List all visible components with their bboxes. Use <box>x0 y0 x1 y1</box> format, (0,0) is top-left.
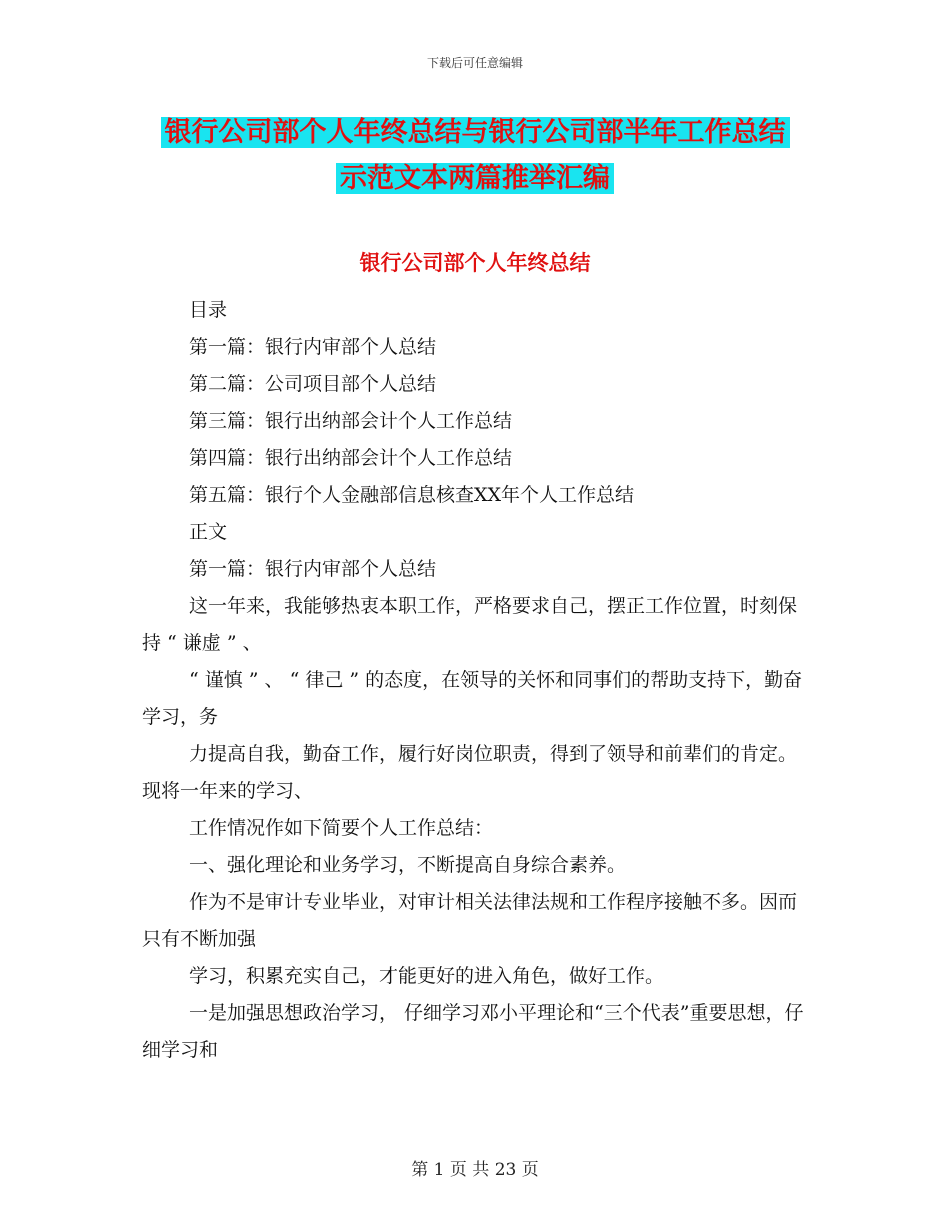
paragraph: 力提高自我，勤奋工作，履行好岗位职责，得到了领导和前辈们的肯定。现将一年来的学习、 <box>142 743 798 802</box>
paragraph: 学习，积累充实自己，才能更好的进入角色，做好工作。 <box>189 965 665 987</box>
body-heading: 正文 <box>189 521 228 543</box>
toc-item-2: 第二篇：公司项目部个人总结 <box>189 373 437 395</box>
toc-item-5: 第五篇：银行个人金融部信息核查XX年个人工作总结 <box>189 484 635 506</box>
title-line-2: 示范文本两篇推举汇编 <box>336 163 614 194</box>
paragraph: 这一年来，我能够热衷本职工作，严格要求自己，摆正工作位置，时刻保持 “ 谦虚 ” 、 <box>142 595 798 654</box>
subsection-heading: 一、强化理论和业务学习，不断提高自身综合素养。 <box>189 854 627 876</box>
paragraph: 一是加强思想政治学习， 仔细学习邓小平理论和“三个代表”重要思想，仔细学习和 <box>142 1002 804 1061</box>
header-note: 下载后可任意编辑 <box>426 56 523 70</box>
toc-item-4: 第四篇：银行出纳部会计个人工作总结 <box>189 447 513 469</box>
section-title: 银行公司部个人年终总结 <box>359 251 591 275</box>
chapter-heading: 第一篇：银行内审部个人总结 <box>189 558 437 580</box>
body-text <box>142 292 812 1069</box>
paragraph: 作为不是审计专业毕业，对审计相关法律法规和工作程序接触不多。因而只有不断加强 <box>142 891 798 950</box>
paragraph: “ 谨慎 ” 、 “ 律己 ” 的态度，在领导的关怀和同事们的帮助支持下，勤奋学习，务 <box>142 669 803 728</box>
toc-item-1: 第一篇：银行内审部个人总结 <box>189 336 437 358</box>
title-line-1: 银行公司部个人年终总结与银行公司部半年工作总结 <box>161 117 790 148</box>
page-number: 第 1 页 共 23 页 <box>411 1160 539 1180</box>
toc-heading: 目录 <box>189 299 228 321</box>
paragraph: 工作情况作如下简要个人工作总结： <box>189 817 494 839</box>
toc-item-3: 第三篇：银行出纳部会计个人工作总结 <box>189 410 513 432</box>
document-title <box>0 110 950 202</box>
